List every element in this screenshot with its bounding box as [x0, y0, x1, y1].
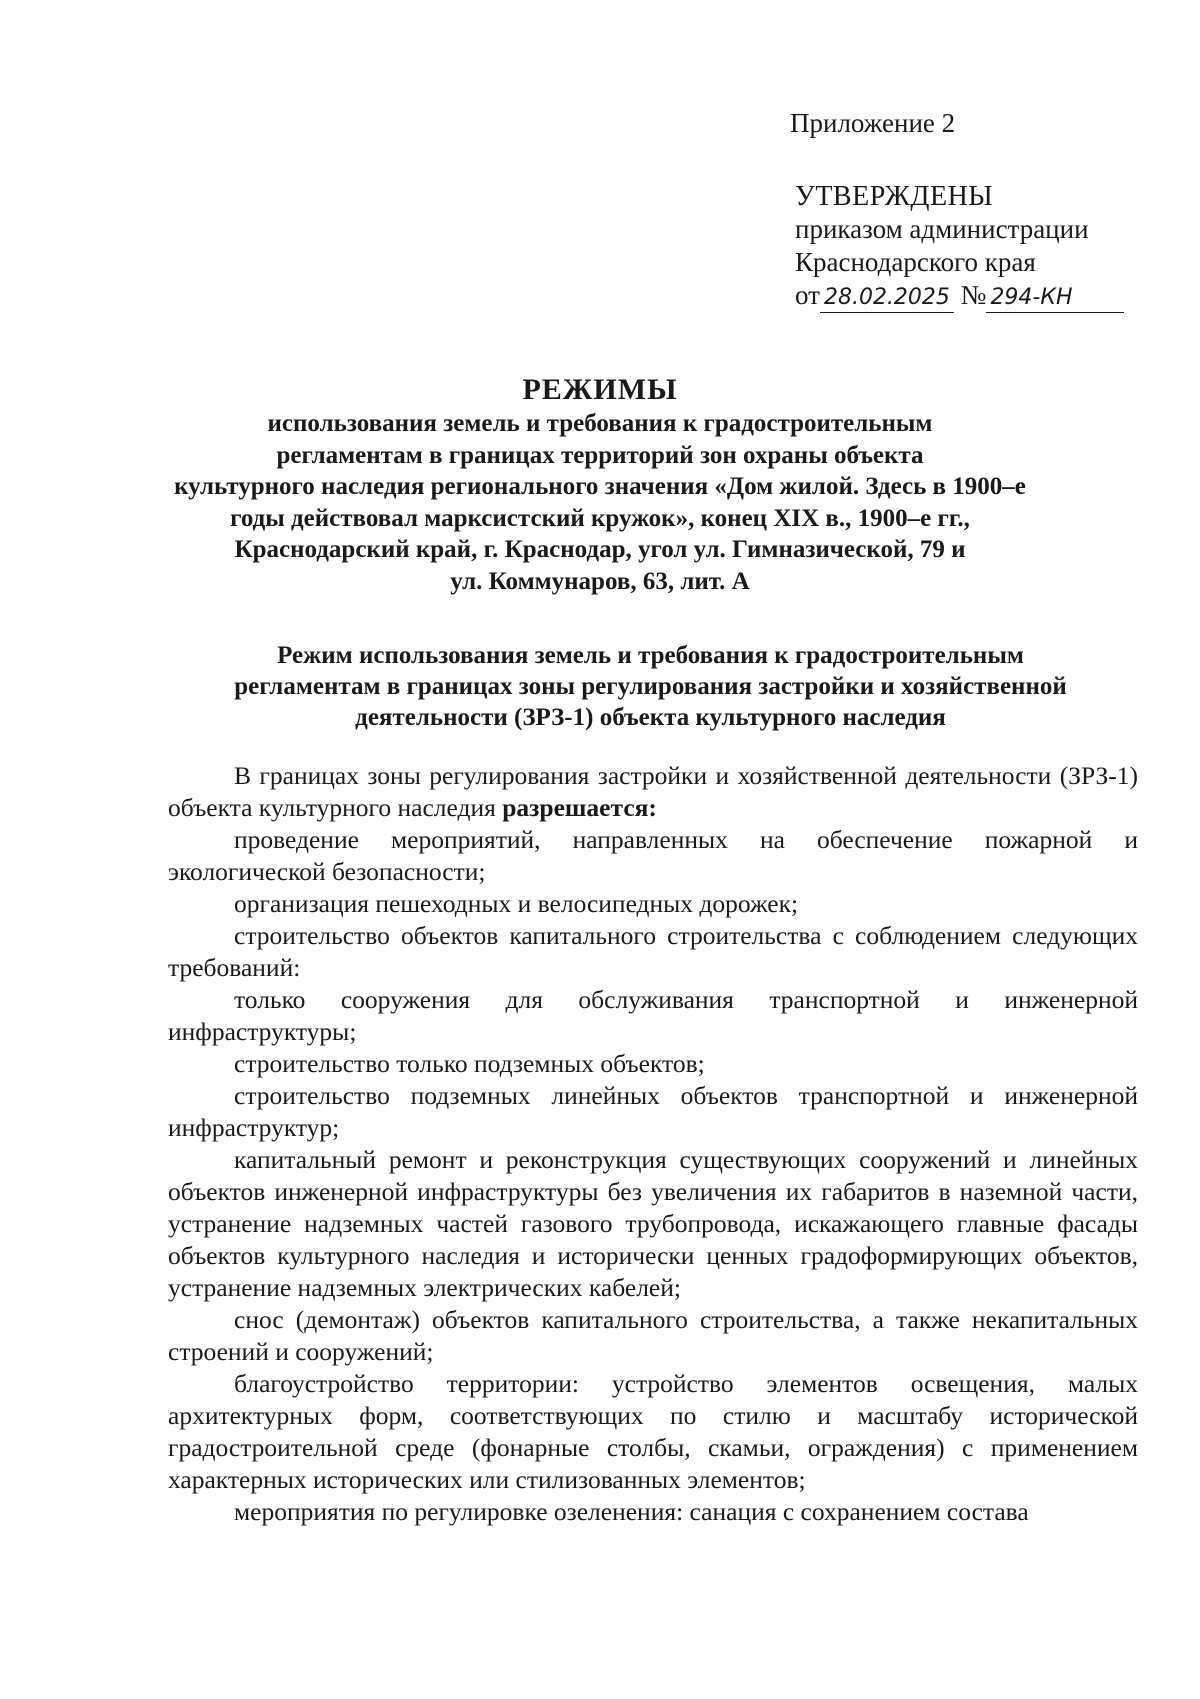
body-paragraph: строительство только подземных объектов; — [234, 1049, 705, 1078]
body-paragraph: строительство объектов капитального строительства с соблюдением следующих требований: — [168, 921, 1138, 982]
intro-text: В границах зоны регулирования застройки и хозяйственной деятельности (ЗРЗ-1) объекта культурного наследия — [168, 761, 1138, 822]
intro-paragraph — [168, 760, 1138, 824]
body-paragraph: организация пешеходных и велосипедных дорожек; — [234, 889, 799, 918]
section-line-1: Режим использования земель и требования к градостроительным — [277, 642, 1024, 669]
title-line-5: Краснодарский край, г. Краснодар, угол ул. Гимназической, 79 и — [234, 536, 966, 563]
body-paragraph: снос (демонтаж) объектов капитального строительства, а также некапитальных строений и сооружений; — [168, 1305, 1138, 1366]
document-title — [150, 372, 1050, 597]
body-paragraph: только сооружения для обслуживания транспортной и инженерной инфраструктуры; — [168, 985, 1138, 1046]
section-heading — [168, 640, 1133, 733]
title-line-4: годы действовал марксистский кружок», конец XIX в., 1900–е гг., — [230, 504, 970, 532]
title-line-1: использования земель и требования к градостроительным — [267, 410, 933, 437]
approved-title: УТВЕРЖДЕНЫ — [795, 181, 994, 212]
body-paragraph: мероприятия по регулировке озеленения: санация с сохранением состава — [234, 1497, 1029, 1526]
section-line-2: регламентам в границах зоны регулирования застройки и хозяйственной — [234, 673, 1067, 700]
title-line-3: культурного наследия регионального значения «Дом жилой. Здесь в 1900–е — [174, 473, 1026, 500]
title-main: РЕЖИМЫ — [522, 373, 678, 406]
handwritten-number: 294-КН — [986, 284, 1124, 313]
approval-date-number-row — [795, 279, 1124, 313]
section-line-3: деятельности (ЗРЗ-1) объекта культурного наследия — [355, 704, 946, 731]
handwritten-date: 28.02.2025 — [820, 284, 954, 313]
from-label: от — [795, 280, 820, 310]
body-paragraph: капитальный ремонт и реконструкция существующих сооружений и линейных объектов инженерной инфраструктуры без увеличения их габаритов в наземной части, устранение надземных частей газового трубопровода, искажающего главные фасады объектов культурного наследия и исторически ценных градоформирующих объектов, устранение надземных электрических кабелей; — [168, 1145, 1138, 1302]
body-paragraph: строительство подземных линейных объектов транспортной и инженерной инфраструктур; — [168, 1081, 1138, 1142]
title-line-2: регламентам в границах территорий зон охраны объекта — [276, 441, 924, 469]
approval-block — [795, 180, 1124, 313]
intro-bold: разрешается: — [502, 793, 657, 822]
approved-line-2: Краснодарского края — [795, 247, 1036, 277]
approved-line-1: приказом администрации — [795, 214, 1089, 244]
body-paragraph: благоустройство территории: устройство элементов освещения, малых архитектурных форм, соответствующих по стилю и масштабу исторической градостроительной среде (фонарные столбы, скамьи, ограждения) с применением характерных исторических или стилизованных элементов; — [168, 1369, 1138, 1494]
document-body — [168, 760, 1138, 1528]
appendix-label: Приложение 2 — [790, 108, 956, 138]
body-paragraph: проведение мероприятий, направленных на обеспечение пожарной и экологической безопасности; — [168, 825, 1138, 886]
number-label: № — [960, 280, 987, 310]
title-line-6: ул. Коммунаров, 63, лит. А — [450, 567, 750, 595]
